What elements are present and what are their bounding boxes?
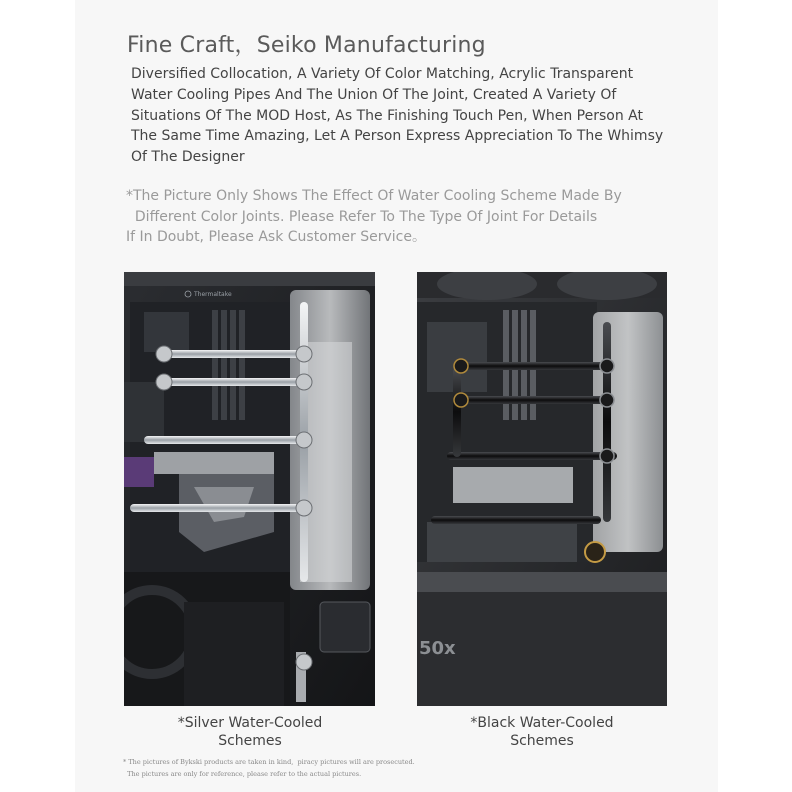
black-scheme-caption — [417, 714, 667, 750]
description-line: The Same Time Amazing, Let A Person Express Appreciation To The Whimsy — [131, 128, 664, 145]
page-title: Fine Craft，Seiko Manufacturing — [127, 33, 486, 58]
description-line: Of The Designer — [131, 149, 245, 166]
disclaimer-line: * The pictures of Bykski products are taken in kind, piracy pictures will are prosecuted. — [123, 758, 415, 766]
disclaimer-footer — [123, 756, 415, 780]
caption-line: Schemes — [218, 733, 282, 749]
description-line: Diversified Collocation, A Variety Of Color Matching, Acrylic Transparent — [131, 66, 634, 82]
notice-line: Different Color Joints. Please Refer To The Type Of Joint For Details — [126, 208, 598, 225]
caption-line: Schemes — [510, 733, 574, 749]
description-line: Situations Of The MOD Host, As The Finishing Touch Pen, When Person At — [131, 107, 643, 124]
description-line: Water Cooling Pipes And The Union Of The Joint, Created A Variety Of — [131, 86, 617, 103]
notice-line: *The Picture Only Shows The Effect Of Water Cooling Scheme Made By — [126, 188, 622, 204]
silver-scheme-caption — [125, 714, 375, 750]
notice-line: If In Doubt, Please Ask Customer Service。 — [126, 229, 426, 245]
caption-line: *Black Water-Cooled — [470, 715, 614, 731]
description-paragraph — [131, 64, 691, 168]
black-build-illustration — [417, 272, 667, 706]
black-water-cooling-photo — [417, 272, 667, 706]
silver-build-illustration — [124, 272, 375, 706]
silver-water-cooling-photo — [124, 272, 375, 706]
caption-line: *Silver Water-Cooled — [177, 715, 323, 731]
brand-logo-text: Thermaltake — [194, 291, 232, 298]
notice-paragraph — [126, 186, 686, 248]
psu-label-text: 50x — [419, 638, 456, 659]
disclaimer-line: The pictures are only for reference, please refer to the actual pictures. — [123, 770, 362, 778]
